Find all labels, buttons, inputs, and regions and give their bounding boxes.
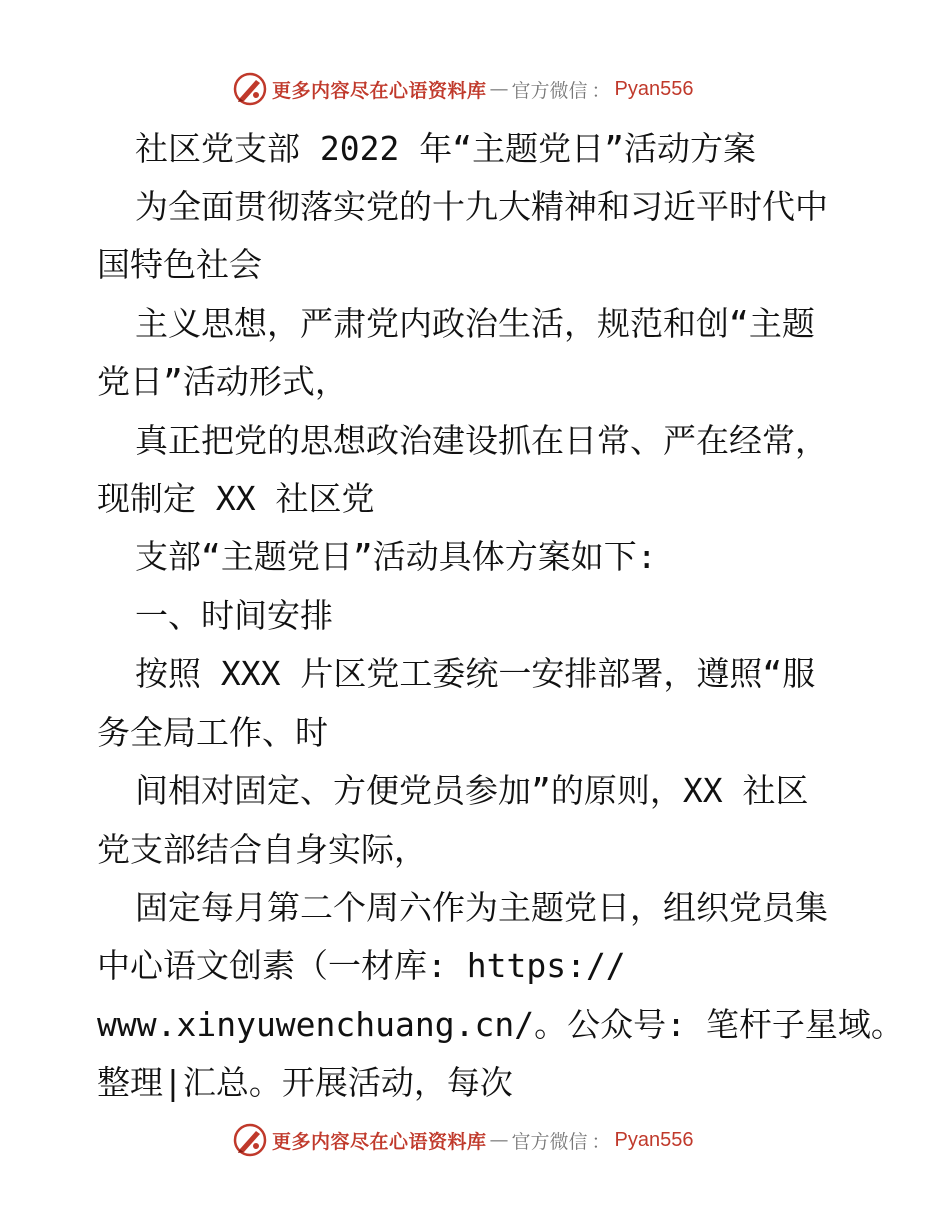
banner-colon: ： (591, 1130, 611, 1153)
paragraph-line: 务全局工作、时 (97, 713, 328, 752)
banner-official-label: 官方微信 (511, 79, 588, 102)
banner-wechat-id: Pyan556 (614, 1128, 694, 1151)
header-watermark-banner (232, 70, 694, 108)
pen-logo-icon (232, 1122, 268, 1158)
paragraph-line: 间相对固定、方便党员参加”的原则，XX 社区 (135, 771, 809, 810)
banner-official-label: 官方微信 (511, 1130, 588, 1153)
banner-slogan: 更多内容尽在心语资料库 (272, 79, 487, 102)
section-heading: 一、时间安排 (135, 596, 333, 635)
paragraph-line: 党日”活动形式， (97, 362, 348, 401)
banner-colon: ： (591, 79, 611, 102)
paragraph-line: 党支部结合自身实际， (97, 830, 427, 869)
paragraph-line: 中心语文创素（一材库: https:// (97, 946, 626, 985)
document-title: 社区党支部 2022 年“主题党日”活动方案 (135, 129, 756, 168)
banner-dash: — (489, 1129, 509, 1151)
banner-slogan: 更多内容尽在心语资料库 (272, 1130, 487, 1153)
banner-wechat-id: Pyan556 (614, 77, 694, 100)
paragraph-line: www.xinyuwenchuang.cn/。公众号: 笔杆子星域。 (97, 1005, 904, 1044)
paragraph-line: 现制定 XX 社区党 (97, 479, 375, 518)
paragraph-line: 主义思想，严肃党内政治生活，规范和创“主题 (135, 304, 815, 343)
paragraph-line: 固定每月第二个周六作为主题党日，组织党员集 (135, 888, 828, 927)
banner-dash: — (489, 78, 509, 100)
footer-watermark-banner (232, 1121, 694, 1159)
paragraph-line: 整理|汇总。开展活动，每次 (97, 1063, 513, 1102)
paragraph-line: 按照 XXX 片区党工委统一安排部署，遵照“服 (135, 654, 816, 693)
paragraph-line: 国特色社会 (97, 245, 262, 284)
paragraph-line: 真正把党的思想政治建设抓在日常、严在经常， (135, 421, 828, 460)
paragraph-line: 支部“主题党日”活动具体方案如下: (135, 537, 657, 576)
pen-logo-icon (232, 71, 268, 107)
paragraph-line: 为全面贯彻落实党的十九大精神和习近平时代中 (135, 187, 828, 226)
